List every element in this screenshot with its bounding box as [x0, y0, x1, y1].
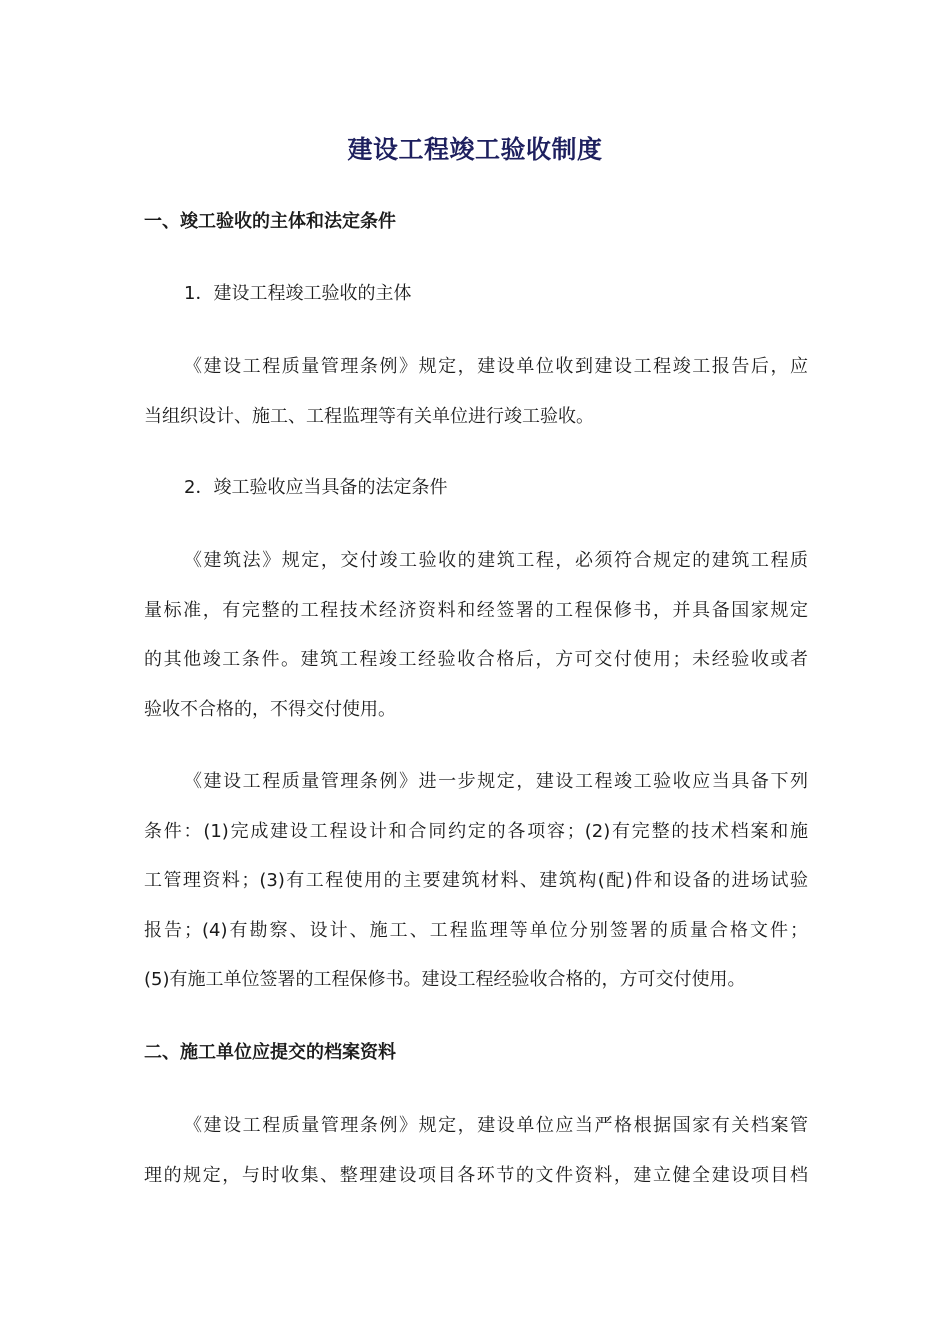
paragraph-line: (5)有施工单位签署的工程保修书。建设工程经验收合格的，方可交付使用。 — [144, 969, 746, 990]
paragraph-line: 工管理资料；(3)有工程使用的主要建筑材料、建筑构(配)件和设备的进场试验 — [144, 870, 808, 891]
paragraph-line: 报告；(4)有勘察、设计、施工、工程监理等单位分别签署的质量合格文件； — [144, 919, 808, 941]
paragraph-line: 《建设工程质量管理条例》规定，建设单位收到建设工程竣工报告后，应 — [184, 356, 808, 377]
paragraph-line: 《建设工程质量管理条例》进一步规定，建设工程竣工验收应当具备下列 — [184, 771, 808, 792]
subsection-heading-2: 2．竣工验收应当具备的法定条件 — [184, 477, 448, 498]
paragraph-line: 理的规定，与时收集、整理建设项目各环节的文件资料，建立健全建设项目档 — [144, 1164, 808, 1186]
paragraph-line: 《建设工程质量管理条例》规定，建设单位应当严格根据国家有关档案管 — [184, 1115, 808, 1136]
subsection-heading-1: 1．建设工程竣工验收的主体 — [184, 283, 412, 304]
paragraph-building-law — [144, 536, 808, 734]
paragraph-conditions — [144, 757, 808, 1005]
paragraph-subject — [144, 342, 808, 441]
paragraph-line: 当组织设计、施工、工程监理等有关单位进行竣工验收。 — [144, 405, 594, 427]
paragraph-line: 验收不合格的，不得交付使用。 — [144, 698, 396, 720]
section-heading-2: 二、施工单位应提交的档案资料 — [144, 1042, 396, 1063]
paragraph-line: 的其他竣工条件。建筑工程竣工经验收合格后，方可交付使用；未经验收或者 — [144, 649, 808, 670]
paragraph-archives — [144, 1101, 808, 1200]
paragraph-line: 《建筑法》规定，交付竣工验收的建筑工程，必须符合规定的建筑工程质 — [184, 550, 808, 571]
paragraph-line: 量标准，有完整的工程技术经济资料和经签署的工程保修书，并具备国家规定 — [144, 599, 808, 621]
section-heading-1: 一、竣工验收的主体和法定条件 — [144, 211, 396, 232]
document-title: 建设工程竣工验收制度 — [347, 135, 603, 164]
paragraph-line: 条件：(1)完成建设工程设计和合同约定的各项容；(2)有完整的技术档案和施 — [144, 820, 808, 842]
